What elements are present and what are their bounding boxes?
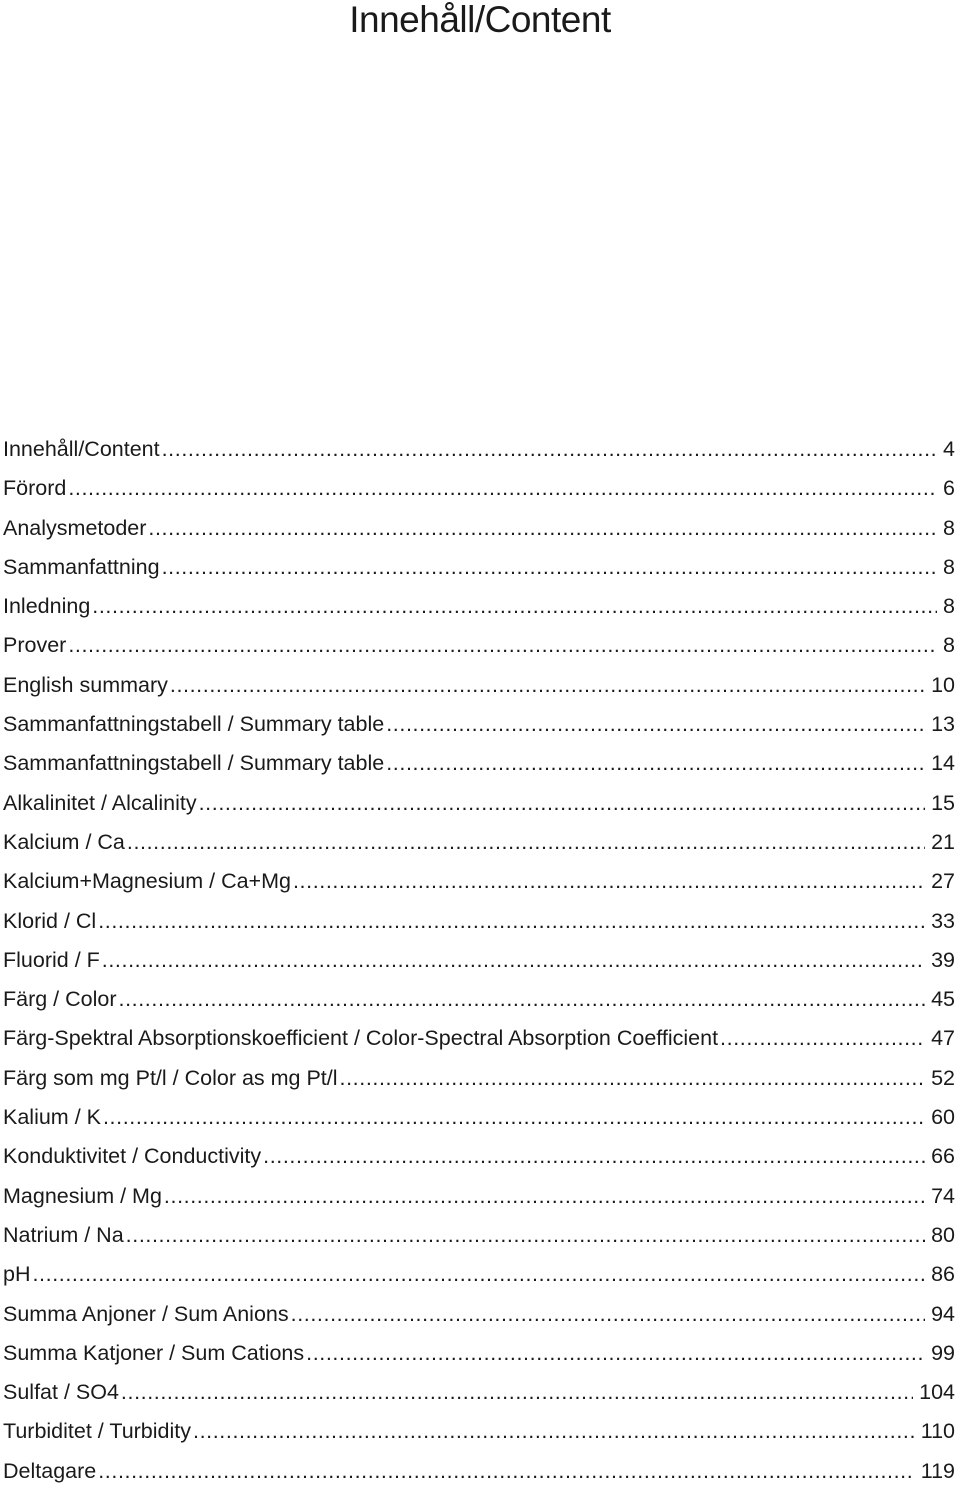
toc-entry-label: Färg-Spektral Absorptionskoefficient / Color-Spectral Absorption Coefficient [3, 1026, 719, 1051]
toc-dot-leader [293, 862, 925, 901]
toc-dot-leader [127, 823, 925, 862]
toc-entry-page-number: 45 [931, 987, 955, 1012]
toc-dot-leader [126, 1216, 925, 1255]
toc-dot-leader [103, 1098, 925, 1137]
toc-entry-page-number: 10 [931, 672, 955, 697]
toc-dot-leader [162, 548, 937, 587]
toc-entry[interactable] [3, 980, 955, 1019]
toc-entry-label: Färg / Color [3, 987, 117, 1012]
toc-dot-leader [340, 1059, 926, 1098]
toc-entry-label: Innehåll/Content [3, 437, 160, 461]
toc-entry-label: Förord [3, 476, 67, 501]
toc-entry-label: Natrium / Na [3, 1222, 124, 1247]
toc-dot-leader [32, 1255, 925, 1294]
toc-entry-page-number: 110 [920, 1419, 955, 1444]
toc-entry-label: pH [3, 1262, 31, 1287]
toc-entry[interactable] [3, 1059, 955, 1098]
toc-entry[interactable] [3, 862, 955, 901]
toc-entry-page-number: 8 [943, 633, 955, 658]
toc-entry-page-number: 14 [931, 751, 955, 776]
toc-entry-label: Kalcium / Ca [3, 829, 125, 854]
toc-entry-label: Fluorid / F [3, 947, 100, 972]
toc-entry-label: Klorid / Cl [3, 908, 97, 933]
toc-entry-label: Summa Anjoner / Sum Anions [3, 1301, 289, 1326]
toc-entry-label: Sammanfattning [3, 554, 160, 579]
toc-entry-page-number: 27 [931, 869, 955, 894]
toc-entry-label: Kalium / K [3, 1105, 101, 1130]
toc-dot-leader [386, 744, 925, 783]
toc-entry-page-number: 8 [943, 594, 955, 619]
toc-entry[interactable] [3, 1137, 955, 1176]
table-of-contents [3, 430, 955, 1491]
toc-entry-page-number: 33 [931, 908, 955, 933]
toc-entry-page-number: 99 [931, 1340, 955, 1365]
toc-dot-leader [386, 705, 925, 744]
toc-entry[interactable] [3, 784, 955, 823]
toc-dot-leader [98, 1452, 914, 1491]
toc-dot-leader [121, 1373, 913, 1412]
toc-entry[interactable] [3, 509, 955, 548]
toc-entry[interactable] [3, 1334, 955, 1373]
toc-entry[interactable] [3, 1412, 955, 1451]
toc-entry-page-number: 86 [931, 1262, 955, 1287]
toc-dot-leader [263, 1137, 925, 1176]
toc-entry-label: Sulfat / SO4 [3, 1380, 119, 1405]
toc-entry-page-number: 80 [931, 1222, 955, 1247]
toc-dot-leader [170, 666, 925, 705]
toc-dot-leader [102, 941, 925, 980]
page-title: Innehåll/Content [349, 0, 611, 40]
toc-entry[interactable] [3, 705, 955, 744]
toc-dot-leader [119, 980, 926, 1019]
toc-entry[interactable] [3, 902, 955, 941]
toc-entry-page-number: 47 [931, 1026, 955, 1051]
toc-dot-leader [291, 1295, 925, 1334]
toc-entry-label: Prover [3, 633, 67, 658]
toc-entry-label: Alkalinitet / Alcalinity [3, 790, 197, 815]
toc-entry-page-number: 104 [919, 1380, 955, 1405]
toc-entry[interactable] [3, 430, 955, 469]
toc-entry-page-number: 8 [943, 515, 955, 540]
toc-entry[interactable] [3, 626, 955, 665]
toc-dot-leader [306, 1334, 925, 1373]
toc-entry-page-number: 66 [931, 1144, 955, 1169]
toc-entry-label: Kalcium+Magnesium / Ca+Mg [3, 869, 291, 894]
toc-entry[interactable] [3, 1295, 955, 1334]
toc-entry-label: Inledning [3, 594, 91, 619]
toc-dot-leader [162, 430, 937, 469]
toc-entry[interactable] [3, 587, 955, 626]
toc-entry-label: Deltagare [3, 1458, 97, 1483]
toc-entry[interactable] [3, 1216, 955, 1255]
toc-entry-page-number: 74 [931, 1183, 955, 1208]
toc-entry[interactable] [3, 744, 955, 783]
toc-entry-label: Sammanfattningstabell / Summary table [3, 712, 385, 737]
toc-entry-page-number: 4 [943, 437, 955, 461]
toc-entry[interactable] [3, 1452, 955, 1491]
toc-dot-leader [199, 784, 925, 823]
toc-entry-page-number: 52 [931, 1065, 955, 1090]
toc-dot-leader [98, 902, 925, 941]
toc-dot-leader [92, 587, 937, 626]
toc-entry[interactable] [3, 469, 955, 508]
toc-entry-page-number: 8 [943, 554, 955, 579]
toc-entry[interactable] [3, 1177, 955, 1216]
toc-dot-leader [68, 626, 937, 665]
toc-dot-leader [720, 1019, 925, 1058]
toc-entry-label: Analysmetoder [3, 515, 147, 540]
toc-entry-page-number: 60 [931, 1105, 955, 1130]
toc-entry[interactable] [3, 1019, 955, 1058]
toc-entry-page-number: 13 [931, 712, 955, 737]
toc-entry-label: Färg som mg Pt/l / Color as mg Pt/l [3, 1065, 338, 1090]
toc-entry-label: Sammanfattningstabell / Summary table [3, 751, 385, 776]
toc-dot-leader [148, 509, 937, 548]
toc-entry-page-number: 119 [920, 1458, 955, 1483]
toc-entry-page-number: 94 [931, 1301, 955, 1326]
toc-entry-page-number: 6 [943, 476, 955, 501]
toc-entry-page-number: 21 [931, 829, 955, 854]
toc-dot-leader [164, 1177, 925, 1216]
toc-entry[interactable] [3, 1255, 955, 1294]
toc-entry[interactable] [3, 941, 955, 980]
toc-entry-label: Turbiditet / Turbidity [3, 1419, 191, 1444]
toc-entry-label: Summa Katjoner / Sum Cations [3, 1340, 305, 1365]
toc-dot-leader [193, 1412, 915, 1451]
toc-entry[interactable] [3, 1373, 955, 1412]
toc-entry[interactable] [3, 1098, 955, 1137]
toc-entry-label: English summary [3, 672, 168, 697]
toc-entry[interactable] [3, 823, 955, 862]
toc-entry[interactable] [3, 548, 955, 587]
toc-entry-label: Magnesium / Mg [3, 1183, 162, 1208]
toc-entry-page-number: 15 [931, 790, 955, 815]
toc-entry-label: Konduktivitet / Conductivity [3, 1144, 262, 1169]
toc-dot-leader [68, 469, 937, 508]
toc-entry[interactable] [3, 666, 955, 705]
toc-entry-page-number: 39 [931, 947, 955, 972]
